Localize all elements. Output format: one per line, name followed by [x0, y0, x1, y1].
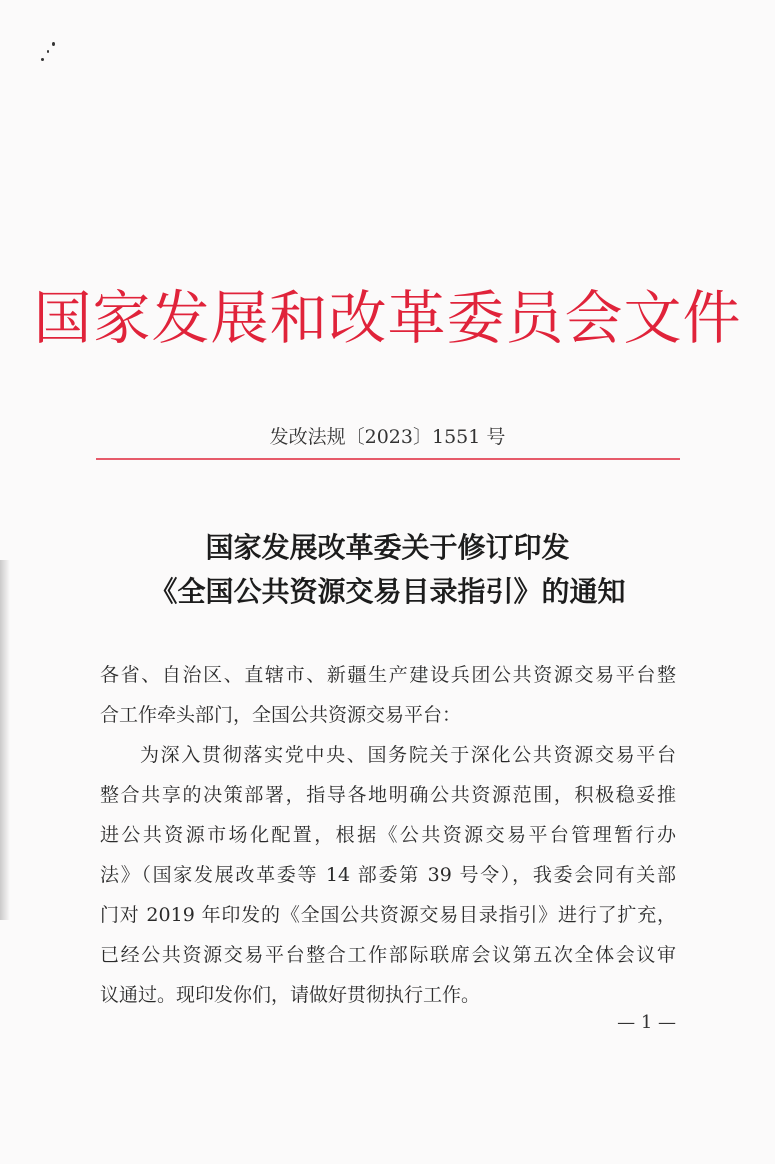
notice-title-line-1: 国家发展改革委关于修订印发	[205, 531, 570, 564]
body-line-8: 已经公共资源交易平台整合工作部际联席会议第五次全体会议审	[100, 944, 676, 966]
body-line-6: 法》（国家发展改革委等 14 部委第 39 号令），我委会同有关部	[100, 864, 676, 886]
scan-edge-shadow	[0, 560, 10, 920]
scan-speck	[52, 42, 55, 46]
page-number: — 1 —	[617, 1012, 676, 1033]
body-line-9: 议通过。现印发你们，请做好贯彻执行工作。	[100, 984, 481, 1006]
header-divider	[96, 458, 680, 460]
document-number: 发改法规〔2023〕1551 号	[269, 426, 506, 448]
scan-speck	[41, 58, 44, 61]
body-line-4: 整合共享的决策部署，指导各地明确公共资源范围，积极稳妥推	[100, 784, 676, 806]
body-line-5: 进公共资源市场化配置，根据《公共资源交易平台管理暂行办	[100, 824, 676, 846]
scan-speck	[47, 50, 49, 53]
agency-document-header: 国家发展和改革委员会文件	[33, 284, 742, 352]
body-line-1: 各省、自治区、直辖市、新疆生产建设兵团公共资源交易平台整	[100, 664, 676, 686]
notice-title-line-2: 《全国公共资源交易目录指引》的通知	[149, 575, 626, 608]
body-line-7: 门对 2019 年印发的《全国公共资源交易目录指引》进行了扩充，	[100, 904, 676, 926]
body-line-3: 为深入贯彻落实党中央、国务院关于深化公共资源交易平台	[140, 744, 676, 766]
body-line-2: 合工作牵头部门，全国公共资源交易平台：	[100, 704, 462, 726]
